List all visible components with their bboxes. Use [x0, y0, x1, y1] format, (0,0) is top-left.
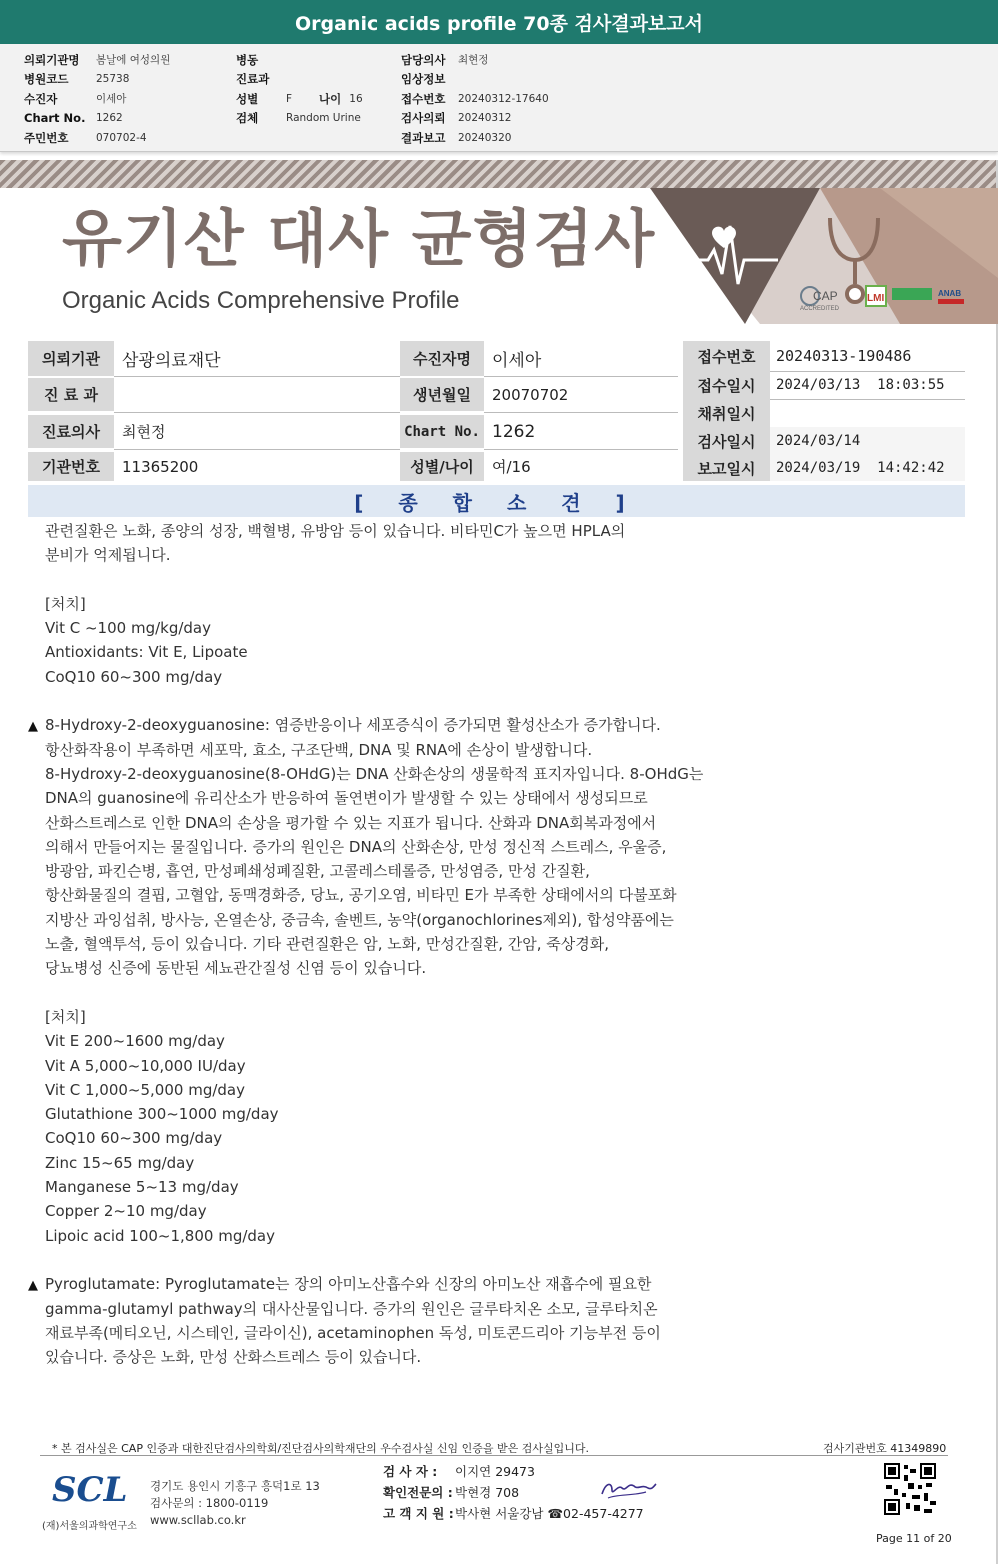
- divider: [484, 376, 678, 377]
- text-line: [28, 640, 788, 664]
- line-text: Manganese 5~13 mg/day: [45, 1178, 239, 1197]
- meta-value: 25738: [96, 73, 130, 86]
- text-line: [28, 1151, 788, 1175]
- qr-code-icon: [882, 1461, 938, 1517]
- meta-row: 진료과: [236, 72, 270, 87]
- meta-label: 검사의뢰: [401, 111, 446, 126]
- name-label: 수진자명: [400, 341, 484, 376]
- report-banner-title: Organic acids profile 70종 검사결과보고서: [0, 0, 998, 44]
- meta-label: 결과보고: [401, 130, 446, 145]
- sex-age-value: 여/16: [484, 452, 678, 481]
- meta-label: 수진자: [24, 91, 58, 106]
- meta-value: 20240312-17640: [458, 92, 549, 105]
- text-line: [28, 956, 788, 980]
- line-text: gamma-glutamyl pathway의 대사산물입니다. 증가의 원인은 글루타치온 소모, 글루타치온: [45, 1299, 658, 1318]
- finding-heading-line: [28, 713, 788, 737]
- triangle-bullet-icon: ▲: [28, 719, 38, 735]
- divider: [114, 449, 400, 450]
- institution-value: 삼광의료재단: [114, 341, 400, 376]
- receipt-date-value: 2024/03/13 18:03:55: [776, 377, 945, 393]
- blank-line: [28, 689, 788, 713]
- order-meta-panel: [0, 44, 998, 152]
- report-date-value: 2024/03/19 14:42:42: [770, 455, 965, 481]
- meta-value: 이세아: [96, 93, 127, 106]
- meta-row: 병동: [236, 52, 259, 67]
- text-line: [28, 1224, 788, 1248]
- meta-row: [24, 89, 170, 109]
- test-date-label: 검사일시: [683, 427, 770, 455]
- meta-column-3: [401, 50, 549, 148]
- line-text: 관련질환은 노화, 종양의 성장, 백혈병, 유방암 등이 있습니다. 비타민C가 높으면 HPLA의: [45, 522, 626, 540]
- text-line: [28, 1345, 788, 1369]
- meta-column-1: [24, 50, 170, 148]
- doctor-label: 진료의사: [28, 415, 114, 448]
- meta-row: [24, 109, 170, 129]
- line-text: 8-Hydroxy-2-deoxyguanosine: 염증반응이나 세포증식이 증가되면 활성산소가 증가합니다.: [45, 716, 661, 735]
- text-line: [28, 859, 788, 883]
- name-value: 이세아: [484, 341, 678, 376]
- collect-label: 채취일시: [683, 399, 770, 427]
- meta-label: 담당의사: [401, 52, 446, 67]
- blank-line: [28, 1248, 788, 1272]
- meta-label: 임상정보: [401, 72, 446, 87]
- footer-divider: [40, 1455, 948, 1456]
- meta-value: 20240312: [458, 112, 512, 125]
- line-text: Vit C ~100 mg/kg/day: [45, 619, 211, 638]
- line-text: 산화스트레스로 인한 DNA의 손상을 평가할 수 있는 지표가 됩니다. 산화과 DNA회복과정에서: [45, 813, 657, 832]
- report-date-label: 보고일시: [683, 455, 770, 481]
- line-text: Glutathione 300~1000 mg/day: [45, 1105, 279, 1124]
- line-text: Vit C 1,000~5,000 mg/day: [45, 1080, 245, 1099]
- line-text: 항산화작용이 부족하면 세포막, 효소, 구조단백, DNA 및 RNA에 손상이 발생합니다.: [45, 740, 593, 759]
- line-text: 노출, 혈액투석, 등이 있습니다. 기타 관련질환은 암, 노화, 만성간질환, 간암, 죽상경화,: [45, 935, 609, 954]
- text-line: [28, 1078, 788, 1102]
- decorative-stripe: [0, 160, 998, 188]
- text-line: [28, 811, 788, 835]
- text-line: [28, 1175, 788, 1199]
- line-text: DNA의 guanosine에 유리산소가 반응하여 돌연변이가 발생할 수 있는 상태에서 생성되므로: [45, 789, 648, 808]
- triangle-bullet-icon: ▲: [28, 1278, 38, 1294]
- text-line: [28, 665, 788, 689]
- line-text: [처치]: [45, 1007, 86, 1026]
- report-title-english: Organic Acids Comprehensive Profile: [62, 287, 460, 314]
- text-line: [28, 1199, 788, 1223]
- accreditation-logo: [892, 288, 932, 300]
- svg-text:CAP: CAP: [813, 289, 838, 303]
- svg-text:ACCREDITED: ACCREDITED: [800, 306, 840, 312]
- divider: [770, 399, 965, 400]
- sex-age-label: 성별/나이: [400, 452, 484, 481]
- meta-row: [401, 70, 549, 90]
- meta-value: 070702-4: [96, 131, 147, 144]
- lab-org-name: (재)서울의과학연구소: [42, 1521, 137, 1532]
- chart-label: Chart No.: [400, 415, 484, 448]
- meta-row: [24, 128, 170, 148]
- text-line: [28, 616, 788, 640]
- meta-label: 주민번호: [24, 130, 69, 145]
- text-line: [28, 592, 788, 616]
- text-line: [28, 543, 788, 567]
- meta-value: 20240320: [458, 131, 512, 144]
- text-line: [28, 1029, 788, 1053]
- staff-row: 확인전문의 : 박현경 708: [383, 1485, 520, 1500]
- meta-label: 의뢰기관명: [24, 52, 80, 67]
- scl-logo: SCL: [52, 1470, 128, 1510]
- meta-label: 접수번호: [401, 91, 446, 106]
- meta-value: 최현정: [458, 54, 489, 67]
- org-no-value: 11365200: [114, 452, 400, 481]
- age-value: 16: [349, 92, 363, 105]
- text-line: [28, 786, 788, 810]
- dept-label: 진 료 과: [28, 378, 114, 411]
- chart-value: 1262: [484, 415, 678, 448]
- anab-logo: [938, 289, 964, 304]
- text-line: [28, 519, 788, 543]
- line-text: Pyroglutamate: Pyroglutamate는 장의 아미노산흡수와 신장의 아미노산 재흡수에 필요한: [45, 1275, 652, 1294]
- meta-row: 검체 Random Urine: [236, 111, 361, 126]
- text-line: [28, 932, 788, 956]
- line-text: [처치]: [45, 594, 86, 613]
- divider: [484, 449, 678, 450]
- lab-address: 경기도 용인시 기흥구 흥덕1로 13: [150, 1479, 320, 1493]
- lab-contact: [150, 1478, 320, 1529]
- line-text: 당뇨병성 신증에 동반된 세뇨관간질성 신염 등이 있습니다.: [45, 959, 427, 978]
- lab-website[interactable]: www.scllab.co.kr: [150, 1513, 246, 1527]
- text-line: [28, 738, 788, 762]
- line-text: 항산화물질의 결핍, 고혈압, 동맥경화증, 당뇨, 공기오염, 비타민 E가 부족한 상태에서의 다불포화: [45, 886, 677, 905]
- birth-value: 20070702: [484, 378, 678, 411]
- meta-row: [24, 70, 170, 90]
- meta-row: [401, 109, 549, 129]
- meta-row: [401, 50, 549, 70]
- finding-heading-line: [28, 1272, 788, 1296]
- certification-note: * 본 검사실은 CAP 인증과 대한진단검사의학회/진단검사의학재단의 우수검사실 신임 인증을 받은 검사실입니다.: [52, 1442, 590, 1455]
- divider: [484, 412, 678, 413]
- line-text: Zinc 15~65 mg/day: [45, 1153, 195, 1172]
- meta-row-sex-age: 성별 F 나이 16: [236, 91, 363, 106]
- test-date-value: 2024/03/14: [770, 427, 965, 455]
- text-line: [28, 883, 788, 907]
- text-line: [28, 1321, 788, 1345]
- collect-value: [770, 399, 965, 427]
- line-text: Lipoic acid 100~1,800 mg/day: [45, 1226, 275, 1245]
- summary-body: [28, 519, 788, 1369]
- doctor-value: 최현정: [114, 415, 400, 448]
- meta-label: 병원코드: [24, 72, 69, 87]
- line-text: 있습니다. 증상은 노화, 만성 산화스트레스 등이 있습니다.: [45, 1348, 422, 1367]
- text-line: [28, 1005, 788, 1029]
- lmi-logo: [866, 286, 886, 306]
- text-line: [28, 762, 788, 786]
- line-text: 분비가 억제됩니다.: [45, 546, 171, 565]
- blank-line: [28, 568, 788, 592]
- receipt-no-value: 20240313-190486: [776, 347, 912, 365]
- divider: [770, 371, 965, 372]
- svg-text:ANAB: ANAB: [938, 289, 962, 298]
- dept-value: [114, 378, 400, 411]
- meta-value: 1262: [96, 112, 123, 125]
- meta-row: [401, 89, 549, 109]
- line-text: 8-Hydroxy-2-deoxyguanosine(8-OHdG)는 DNA 산화손상의 생물학적 표지자입니다. 8-OHdG는: [45, 764, 704, 783]
- text-line: [28, 1297, 788, 1321]
- staff-row: 고 객 지 원 :박사현 서울강남 ☎02-457-4277: [383, 1506, 644, 1521]
- receipt-no-label: 접수번호: [683, 341, 770, 371]
- staff-row: 검 사 자 : 이지연 29473: [383, 1464, 535, 1479]
- text-line: [28, 1102, 788, 1126]
- page-number: Page 11 of 20: [876, 1532, 952, 1545]
- text-line: [28, 835, 788, 859]
- blank-line: [28, 981, 788, 1005]
- line-text: CoQ10 60~300 mg/day: [45, 1129, 223, 1148]
- org-no-label: 기관번호: [28, 452, 114, 481]
- line-text: Copper 2~10 mg/day: [45, 1202, 207, 1221]
- text-line: [28, 908, 788, 932]
- divider: [114, 376, 400, 377]
- lab-number: 검사기관번호 41349890: [823, 1442, 947, 1455]
- line-text: 재료부족(메티오닌, 시스테인, 글라이신), acetaminophen 독성, 미토콘드리아 기능부전 등이: [45, 1323, 661, 1342]
- line-text: 의해서 만들어지는 물질입니다. 증가의 원인은 DNA의 산화손상, 만성 정신적 스트레스, 우울증,: [45, 837, 667, 856]
- line-text: Vit A 5,000~10,000 IU/day: [45, 1056, 246, 1075]
- meta-value: 봄날에 여성의원: [96, 54, 171, 67]
- divider: [114, 412, 400, 413]
- text-line: [28, 1054, 788, 1078]
- summary-heading: [ 종 합 소 견 ]: [28, 485, 965, 517]
- signature-image: [598, 1476, 658, 1502]
- meta-row: [24, 50, 170, 70]
- meta-label: Chart No.: [24, 111, 86, 126]
- line-text: 지방산 과잉섭취, 방사능, 온열손상, 중금속, 솔벤트, 농약(organochlorines제외), 합성약품에는: [45, 910, 674, 929]
- line-text: Antioxidants: Vit E, Lipoate: [45, 643, 248, 662]
- patient-info-table: [28, 341, 965, 481]
- birth-label: 생년월일: [400, 378, 484, 411]
- header-decoration: [650, 188, 998, 324]
- meta-column-2: [236, 50, 363, 128]
- meta-row: [401, 128, 549, 148]
- text-line: [28, 1126, 788, 1150]
- lab-inquiry: 검사문의 : 1800-0119: [150, 1496, 269, 1510]
- line-text: 방광암, 파킨슨병, 흡연, 만성폐쇄성폐질환, 고콜레스테롤증, 만성염증, 만성 간질환,: [45, 862, 590, 881]
- report-title-korean: 유기산 대사 균형검사: [62, 202, 656, 275]
- line-text: CoQ10 60~300 mg/day: [45, 667, 223, 686]
- institution-label: 의뢰기관: [28, 341, 114, 376]
- line-text: Vit E 200~1600 mg/day: [45, 1032, 225, 1051]
- age-label: 나이: [319, 91, 342, 106]
- svg-text:LMI: LMI: [867, 293, 885, 304]
- receipt-date-label: 접수일시: [683, 371, 770, 399]
